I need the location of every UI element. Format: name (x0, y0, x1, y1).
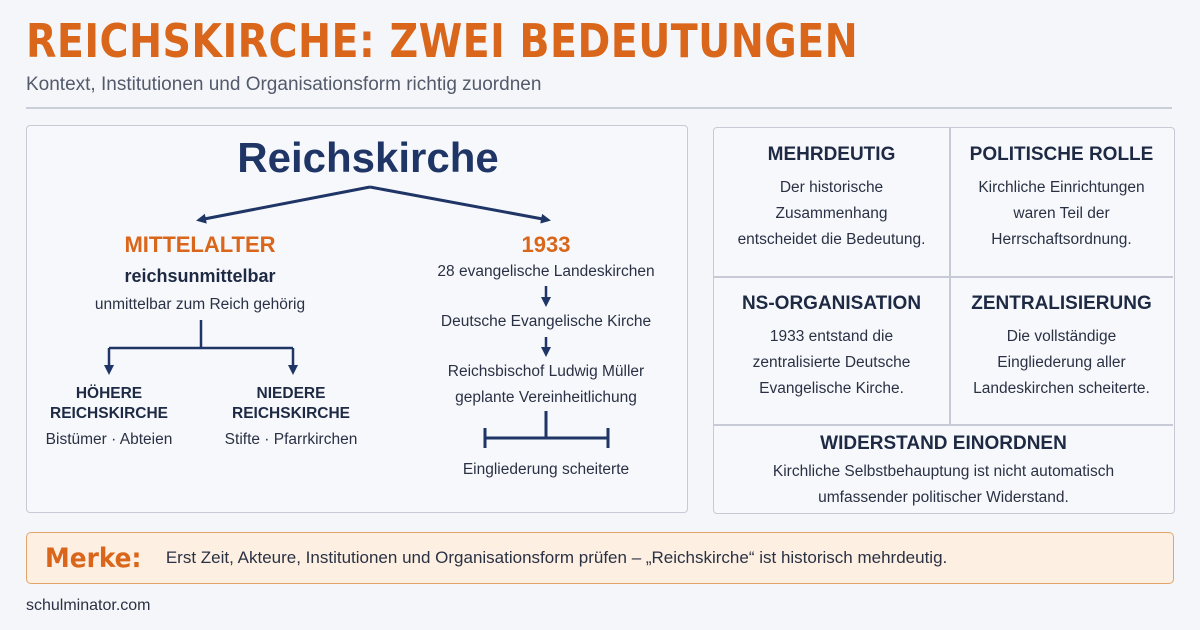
merke-label: Merke: (45, 542, 142, 574)
branch-1933-heading: 1933 (521, 232, 571, 257)
card-title: WIDERSTAND EINORDNEN (820, 433, 1067, 454)
card-title: POLITISCHE ROLLE (969, 144, 1154, 165)
niedere-reichskirche-detail: Stifte · Pfarrkirchen (224, 431, 358, 448)
hoehere-reichskirche-label: HÖHERE REICHSKIRCHE (50, 385, 168, 422)
grid-divider (714, 424, 1173, 426)
arrow-to-1933 (370, 187, 548, 220)
card-mehrdeutig (714, 144, 949, 253)
step-result: Eingliederung scheiterte (462, 461, 630, 478)
step-reichsbischof: Reichsbischof Ludwig Müller (447, 363, 645, 380)
card-ns-organisation (714, 293, 949, 402)
diagram-root: Reichskirche (237, 134, 499, 181)
page-title: REICHSKIRCHE: ZWEI BEDEUTUNGEN (26, 14, 859, 68)
merke-box (26, 532, 1174, 584)
card-politische-rolle (950, 144, 1173, 253)
card-zentralisierung (950, 293, 1173, 402)
card-body: Kirchliche Selbstbehauptung ist nicht automatisch umfassender politischer Widerstand. (772, 463, 1115, 506)
card-title: ZENTRALISIERUNG (971, 293, 1152, 314)
branch-mittelalter-term: reichsunmittelbar (124, 266, 276, 286)
branch-mittelalter-heading: MITTELALTER (124, 232, 276, 257)
arrow-to-mittelalter (199, 187, 370, 220)
info-card-grid (713, 127, 1175, 514)
branch-mittelalter-definition: unmittelbar zum Reich gehörig (94, 296, 306, 313)
niedere-reichskirche-label: NIEDERE REICHSKIRCHE (232, 385, 350, 422)
step-dek: Deutsche Evangelische Kirche (440, 313, 652, 330)
card-widerstand-einordnen (714, 433, 1173, 511)
step-landeskirchen: 28 evangelische Landeskirchen (437, 263, 655, 280)
diagram-panel (26, 125, 688, 513)
card-body: 1933 entstand die zentralisierte Deutsche Evangelische Kirche. (752, 328, 911, 397)
header-divider (26, 107, 1172, 109)
merke-text: Erst Zeit, Akteure, Institutionen und Organisationsform prüfen – „Reichskirche“ ist historisch mehrdeutig. (165, 548, 948, 567)
card-title: MEHRDEUTIG (767, 144, 896, 165)
card-body: Kirchliche Einrichtungen waren Teil der Herrschaftsordnung. (978, 179, 1145, 248)
card-title: NS-ORGANISATION (741, 293, 922, 314)
grid-divider (714, 276, 1173, 278)
hoehere-reichskirche-detail: Bistümer · Abteien (45, 431, 173, 448)
footer-site-name: schulminator.com (26, 597, 151, 614)
card-body: Der historische Zusammenhang entscheidet die Bedeutung. (737, 179, 926, 248)
page-subtitle: Kontext, Institutionen und Organisationsform richtig zuordnen (26, 74, 542, 95)
step-vereinheitlichung: geplante Vereinheitlichung (455, 389, 637, 406)
card-body: Die vollständige Eingliederung aller Landeskirchen scheiterte. (973, 328, 1150, 397)
